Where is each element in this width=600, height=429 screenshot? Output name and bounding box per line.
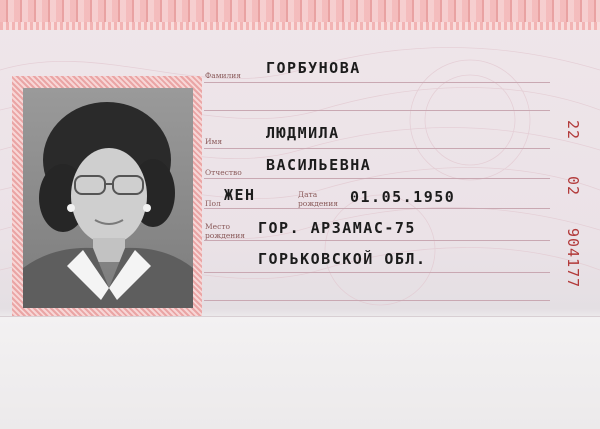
lower-page-area	[0, 316, 600, 429]
name-label: Имя	[205, 137, 223, 146]
dob-label-line1: Дата	[298, 190, 318, 199]
pob-label-line2: рождения	[205, 231, 246, 240]
pob-underline-1	[204, 240, 550, 241]
pob-underline-2	[204, 272, 550, 273]
dob-underline	[204, 208, 550, 209]
dob-value: 01.05.1950	[350, 188, 456, 206]
surname-value: ГОРБУНОВА	[266, 59, 361, 77]
name-value: ЛЮДМИЛА	[266, 124, 340, 142]
patronymic-underline	[204, 178, 550, 179]
sex-label: Пол	[205, 199, 221, 208]
surname-underline-2	[204, 110, 550, 111]
pob-label	[205, 222, 245, 240]
serial-part-1: 22	[564, 120, 582, 141]
surname-label: Фамилия	[205, 71, 242, 80]
pob-value-line2: ГОРЬКОВСКОЙ ОБЛ.	[258, 250, 427, 268]
surname-underline	[204, 82, 550, 83]
holder-photo	[23, 88, 193, 308]
name-underline	[204, 148, 550, 149]
security-band-strip	[0, 22, 600, 30]
patronymic-value: ВАСИЛЬЕВНА	[266, 156, 372, 174]
patronymic-label: Отчество	[205, 168, 242, 177]
pob-underline-3	[204, 300, 550, 301]
dob-label-line2: рождения	[298, 199, 339, 208]
serial-part-2: 02	[564, 176, 582, 197]
sex-value: ЖЕН	[224, 186, 256, 204]
pob-label-line1: Место	[205, 222, 230, 231]
serial-part-3: 904177	[564, 228, 582, 289]
dob-label	[298, 190, 338, 208]
pob-value-line1: ГОР. АРЗАМАС-75	[258, 219, 416, 237]
portrait-icon	[23, 88, 193, 308]
